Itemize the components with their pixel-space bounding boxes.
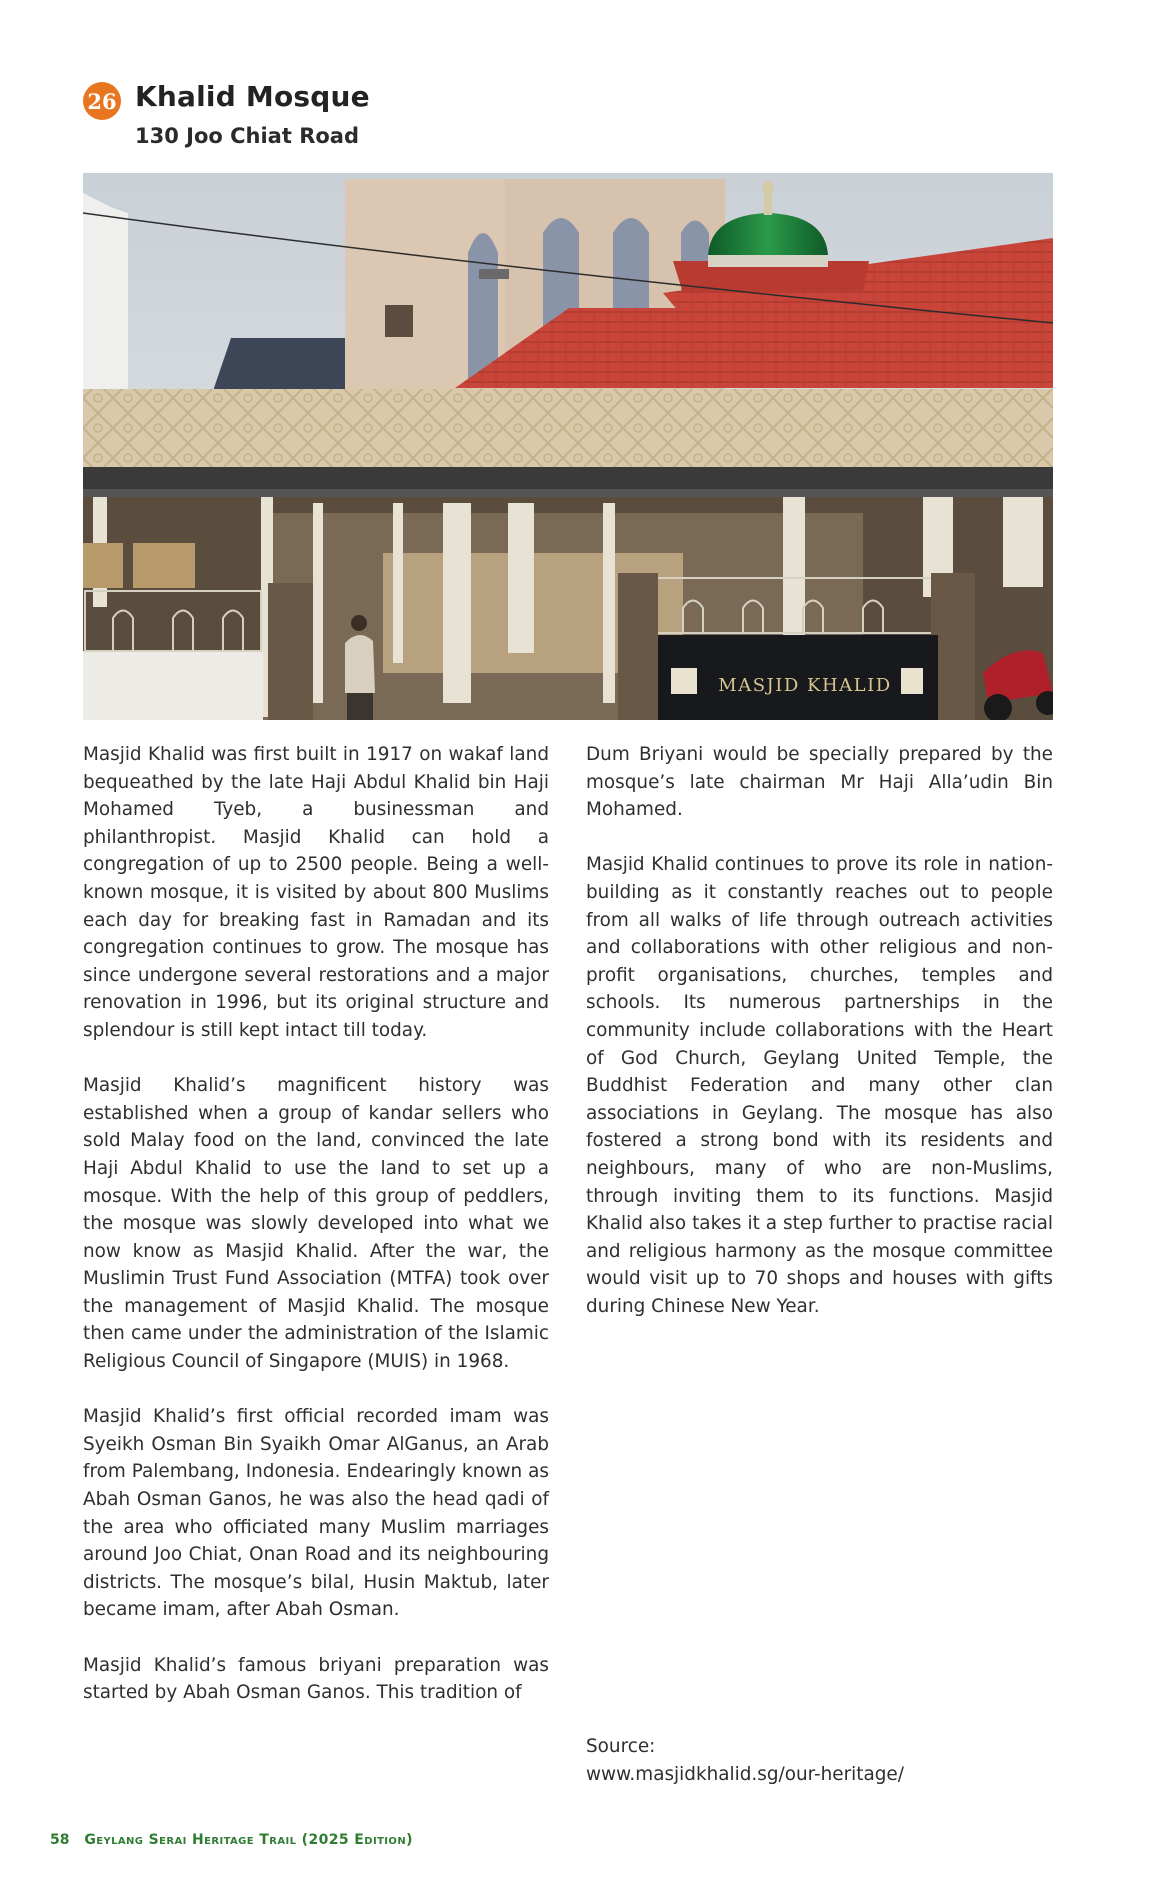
paragraph: Masjid Khalid’s first official recorded imam was Syeikh Osman Bin Syaikh Omar AlGanus, an Arab from Palembang, Indonesia. Endearingly known as Abah Osman Ganos, he was also the head qadi of the area who officiated many Muslim marriages around Joo Chiat, Onan Road and its neighbouring districts. The mosque’s bilal, Husin Maktub, later became imam, after Abah Osman. [83,1406,549,1621]
paragraph: Dum Briyani would be specially prepared by the mosque’s late chairman Mr Haji Alla’udin Bin Mohamed. [586,744,1053,821]
paragraph: Masjid Khalid’s magnificent history was established when a group of kandar sellers who sold Malay food on the land, convinced the late Haji Abdul Khalid to use the land to set up a mosque. With the help of this group of peddlers, the mosque was slowly developed into what we now know as Masjid Khalid. After the war, the Muslimin Trust Fund Association (MTFA) took over the management of Masjid Khalid. The mosque then came under the administration of the Islamic Religious Council of Singapore (MUIS) in 1968. [83,1075,549,1373]
dark-roof [213,338,345,391]
paragraph: Masjid Khalid continues to prove its role in nation-building as it constantly reaches out to people from all walks of life through outreach activities and collaborations with other religious and non-profit organisations, churches, temples and schools. Its numerous partnerships in the community include collaborations with the Heart of God Church, Geylang United Temple, the Buddhist Federation and many other clan associations in Geylang. The mosque has also fostered a strong bond with its residents and neighbours, many of who are non-Muslims, through inviting them to its functions. Masjid Khalid also takes it a step further to practise racial and religious harmony as the mosque committee would visit up to 70 shops and houses with gifts during Chinese New Year. [586,854,1053,1317]
source-note [586,1733,1053,1788]
source-label: Source: [586,1736,656,1757]
mosque-photo [83,173,1053,720]
mosque-sign [658,635,938,720]
sign-text: MASJID KHALID [718,675,892,696]
site-number-badge: 26 [83,82,121,120]
site-address: 130 Joo Chiat Road [135,124,360,148]
page-footer [50,1832,413,1848]
paragraph: Masjid Khalid’s famous briyani preparation was started by Abah Osman Ganos. This tradition of [83,1654,549,1704]
lattice-facade [83,389,1053,469]
footer-trail-title: Geylang Serai Heritage Trail (2025 Edition) [84,1832,413,1848]
paragraph: Masjid Khalid was first built in 1917 on wakaf land bequeathed by the late Haji Abdul Khalid bin Haji Mohamed Tyeb, a businessman and philanthropist. Masjid Khalid can hold a congregation of up to 2500 people. Being a well-known mosque, it is visited by about 800 Muslims each day for breaking fast in Ramadan and its congregation continues to grow. The mosque has since undergone several restorations and a major renovation in 1996, but its original structure and splendour is still kept intact till today. [83,744,549,1041]
white-wall [83,651,263,720]
left-column [83,741,549,1734]
gate-pillar [268,583,313,720]
right-column [586,741,1053,1348]
left-building [83,193,128,393]
page-number: 58 [50,1832,70,1848]
page-title: Khalid Mosque [135,80,370,113]
source-url[interactable]: www.masjidkhalid.sg/our-heritage/ [586,1763,904,1785]
